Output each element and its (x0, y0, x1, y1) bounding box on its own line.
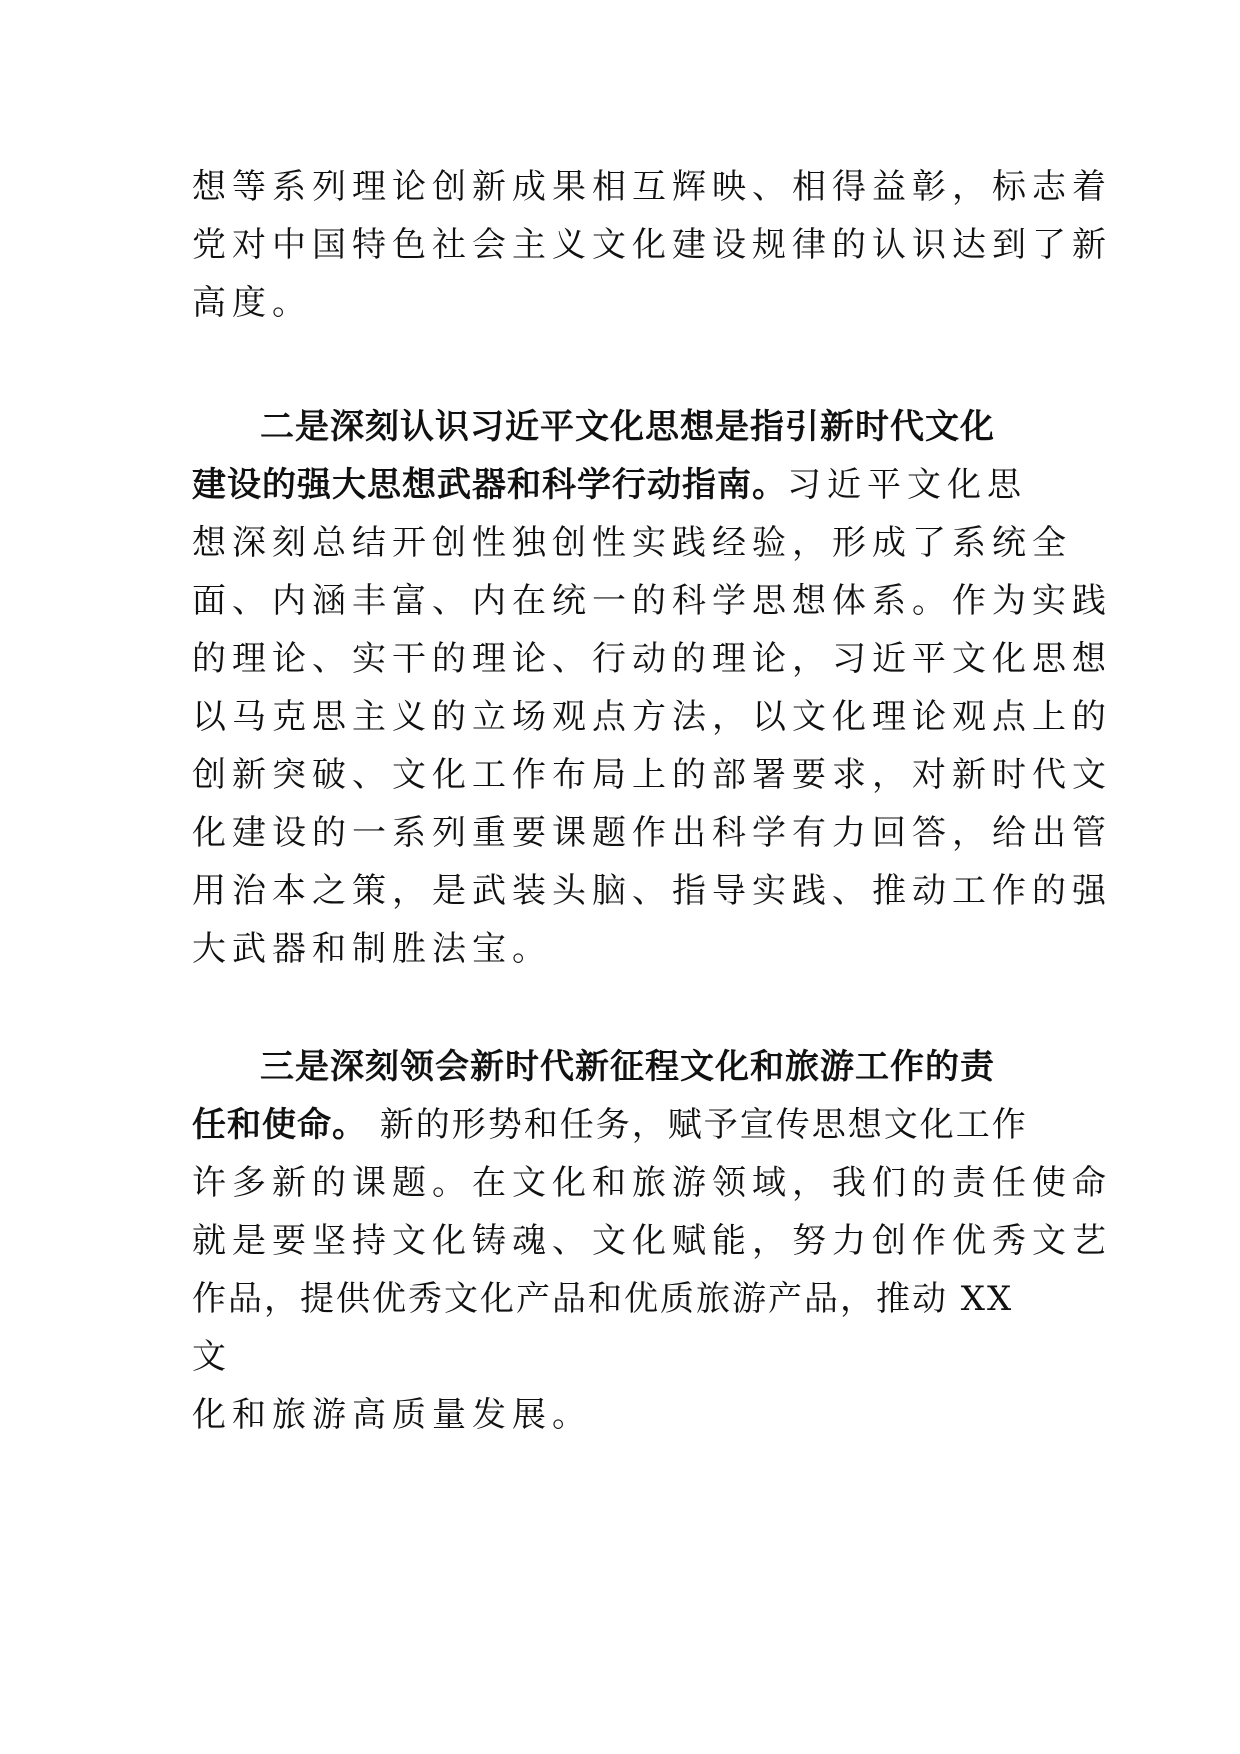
paragraph-heading-line: 二是深刻认识习近平文化思想是指引新时代文化 (260, 407, 995, 447)
text-line: 大武器和制胜法宝。 (192, 929, 552, 969)
text-line: 文 (192, 1337, 232, 1377)
text-line (192, 456, 1042, 514)
paragraph-2 (192, 398, 1112, 978)
text-line: 以马克思主义的立场观点方法，以文化理论观点上的 (192, 697, 1112, 737)
text-line: 想深刻总结开创性独创性实践经验，形成了系统全 (192, 523, 1072, 563)
text-line: 的理论、实干的理论、行动的理论，习近平文化思想 (192, 639, 1112, 679)
heading-tail-text: 习近平文化思 (787, 465, 1027, 505)
heading-tail-text: 新的形势和任务，赋予宣传思想文化工作 (367, 1105, 1028, 1145)
paragraph-heading-line: 三是深刻领会新时代新征程文化和旅游工作的责 (260, 1047, 995, 1087)
text-line: 创新突破、文化工作布局上的部署要求，对新时代文 (192, 755, 1112, 795)
text-line: 用治本之策，是武装头脑、指导实践、推动工作的强 (192, 871, 1112, 911)
paragraph-3 (192, 1038, 1112, 1444)
text-line: 化建设的一系列重要课题作出科学有力回答，给出管 (192, 813, 1112, 853)
text-line: 化和旅游高质量发展。 (192, 1395, 592, 1435)
paragraph-heading-line: 建设的强大思想武器和科学行动指南。 (192, 465, 787, 505)
text-line: 想等系列理论创新成果相互辉映、相得益彰，标志着 (192, 167, 1112, 207)
paragraph-1 (192, 158, 1112, 332)
text-line: 高度。 (192, 283, 312, 323)
text-line: 作品，提供优秀文化产品和优质旅游产品，推动 XX (192, 1279, 1014, 1319)
text-line: 许多新的课题。在文化和旅游领域，我们的责任使命 (192, 1163, 1112, 1203)
text-line: 面、内涵丰富、内在统一的科学思想体系。作为实践 (192, 581, 1112, 621)
text-line: 党对中国特色社会主义文化建设规律的认识达到了新 (192, 225, 1112, 265)
paragraph-heading-line: 任和使命。 (192, 1105, 367, 1145)
text-line (192, 1096, 1042, 1154)
text-line: 就是要坚持文化铸魂、文化赋能，努力创作优秀文艺 (192, 1221, 1112, 1261)
